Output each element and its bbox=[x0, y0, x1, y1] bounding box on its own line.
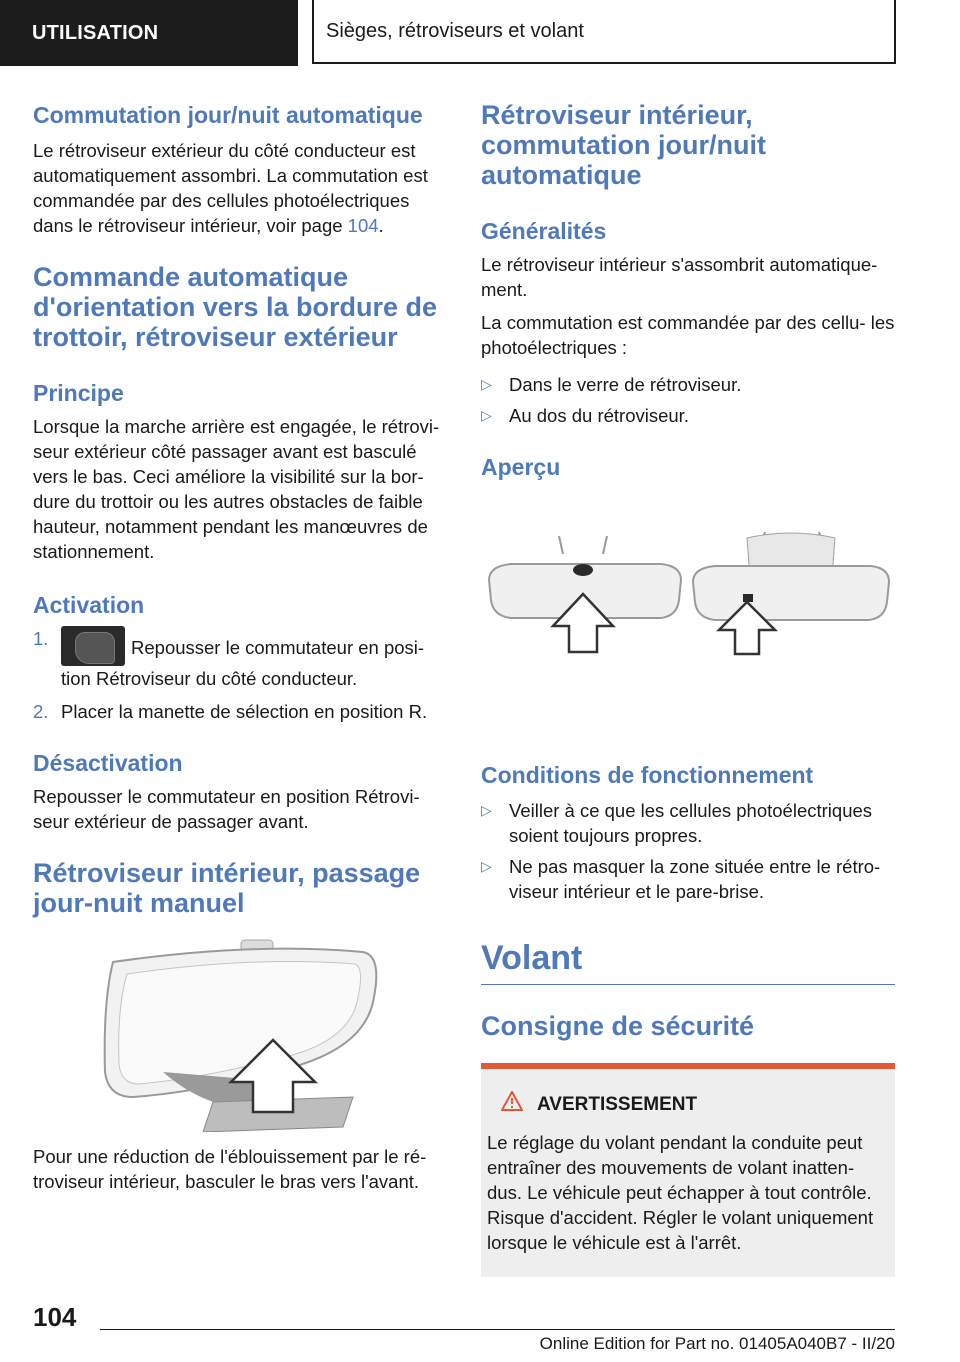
list-item-text: Veiller à ce que les cellules photoélectriques soient toujours propres. bbox=[509, 800, 873, 846]
heading-activation: Activation bbox=[33, 592, 145, 618]
page-link-104[interactable]: 104 bbox=[347, 215, 379, 236]
heading-consigne: Consigne de sécurité bbox=[481, 1011, 755, 1041]
list-item bbox=[481, 798, 895, 848]
chapter-title: Sièges, rétroviseurs et volant bbox=[312, 0, 896, 64]
step-number: 2. bbox=[33, 701, 49, 722]
heading-commande-auto: Commande automatique d'orientation vers la bordure de trottoir, rétroviseur extérieur bbox=[33, 262, 437, 352]
list-item-text: Dans le verre de rétroviseur. bbox=[509, 374, 742, 395]
heading-apercu: Aperçu bbox=[481, 454, 561, 480]
footer-rule bbox=[100, 1329, 895, 1330]
triangle-bullet-icon: ▷ bbox=[481, 376, 492, 392]
activation-steps bbox=[33, 626, 448, 724]
triangle-bullet-icon: ▷ bbox=[481, 858, 492, 874]
paragraph-retroviseur-manuel: Pour une réduction de l'éblouissement par le ré‐ troviseur intérieur, basculer le bras vers l'avant. bbox=[33, 1146, 427, 1192]
page-number: 104 bbox=[33, 1302, 77, 1332]
right-column bbox=[481, 100, 895, 1277]
text-segment: . bbox=[378, 215, 384, 236]
text-segment: Le rétroviseur extérieur du côté conducteur est automatiquement assombri. La commutation est commandée par des cellules photoélectriques dans le rétroviseur intérieur, voir page bbox=[33, 140, 428, 236]
cells-list bbox=[481, 372, 895, 428]
paragraph-principe: Lorsque la marche arrière est engagée, le rétrovi‐ seur extérieur côté passager avant est basculé vers le bas. Ceci améliore la visibilité sur la bor‐ dure du trottoir ou les autres obstacles de faible hauteur, notamment pendant les manœuvres de stationnement. bbox=[33, 416, 440, 562]
list-item bbox=[481, 854, 895, 904]
list-item bbox=[481, 372, 895, 397]
paragraph-generalites-2: La commutation est commandée par des cellu‐ les photoélectriques : bbox=[481, 312, 895, 358]
edition-info: Online Edition for Part no. 01405A040B7 - II/20 bbox=[539, 1334, 895, 1353]
heading-retroviseur-manuel: Rétroviseur intérieur, passage jour-nuit manuel bbox=[33, 858, 421, 918]
step-text: Placer la manette de sélection en position R. bbox=[61, 701, 428, 722]
conditions-list bbox=[481, 798, 895, 904]
step-number: 1. bbox=[33, 628, 49, 649]
heading-volant: Volant bbox=[481, 939, 583, 977]
volant-heading-block bbox=[481, 938, 895, 985]
heading-conditions: Conditions de fonctionnement bbox=[481, 762, 814, 788]
heading-desactivation: Désactivation bbox=[33, 750, 183, 776]
page-footer bbox=[0, 1296, 960, 1362]
warning-label: AVERTISSEMENT bbox=[537, 1093, 698, 1115]
manual-mirror-illustration bbox=[93, 932, 423, 1132]
heading-rule bbox=[481, 984, 895, 985]
heading-commutation-auto: Commutation jour/nuit automatique bbox=[33, 102, 423, 128]
list-item-text: Au dos du rétroviseur. bbox=[509, 405, 689, 426]
page-header bbox=[0, 0, 960, 66]
left-column bbox=[33, 100, 448, 1194]
mirror-tilt-icon bbox=[93, 932, 423, 1132]
paragraph-generalites-1: Le rétroviseur intérieur s'assombrit automatique‐ ment. bbox=[481, 254, 878, 300]
list-item bbox=[33, 626, 448, 691]
heading-generalites: Généralités bbox=[481, 218, 607, 244]
paragraph-desactivation: Repousser le commutateur en position Rétrovi‐ seur extérieur de passager avant. bbox=[33, 786, 420, 832]
mirror-switch-icon bbox=[61, 626, 125, 666]
heading-principe: Principe bbox=[33, 380, 124, 406]
heading-retroviseur-auto: Rétroviseur intérieur, commutation jour/nuit automatique bbox=[481, 100, 766, 190]
warning-box bbox=[481, 1063, 895, 1277]
warning-triangle-icon bbox=[501, 1091, 523, 1118]
triangle-bullet-icon: ▷ bbox=[481, 407, 492, 423]
warning-header bbox=[493, 1091, 885, 1118]
list-item bbox=[33, 699, 448, 724]
list-item-text: Ne pas masquer la zone située entre le rétro‐ viseur intérieur et le pare-brise. bbox=[509, 856, 881, 902]
warning-text: Le réglage du volant pendant la conduite peut entraîner des mouvements de volant inatten‐ dus. Le véhicule peut échapper à tout contrôle. Risque d'accident. Régler le volant uniquement lorsque le véhicule est à l'arrêt. bbox=[487, 1132, 874, 1253]
paragraph-commutation-auto bbox=[33, 138, 448, 238]
step-text: Repousser le commutateur en posi‐ tion Rétroviseur du côté conducteur. bbox=[61, 637, 425, 689]
photocell-overview-icon bbox=[481, 530, 895, 670]
triangle-bullet-icon: ▷ bbox=[481, 802, 492, 818]
overview-illustration bbox=[481, 530, 895, 670]
section-tab: UTILISATION bbox=[0, 0, 298, 66]
list-item bbox=[481, 403, 895, 428]
